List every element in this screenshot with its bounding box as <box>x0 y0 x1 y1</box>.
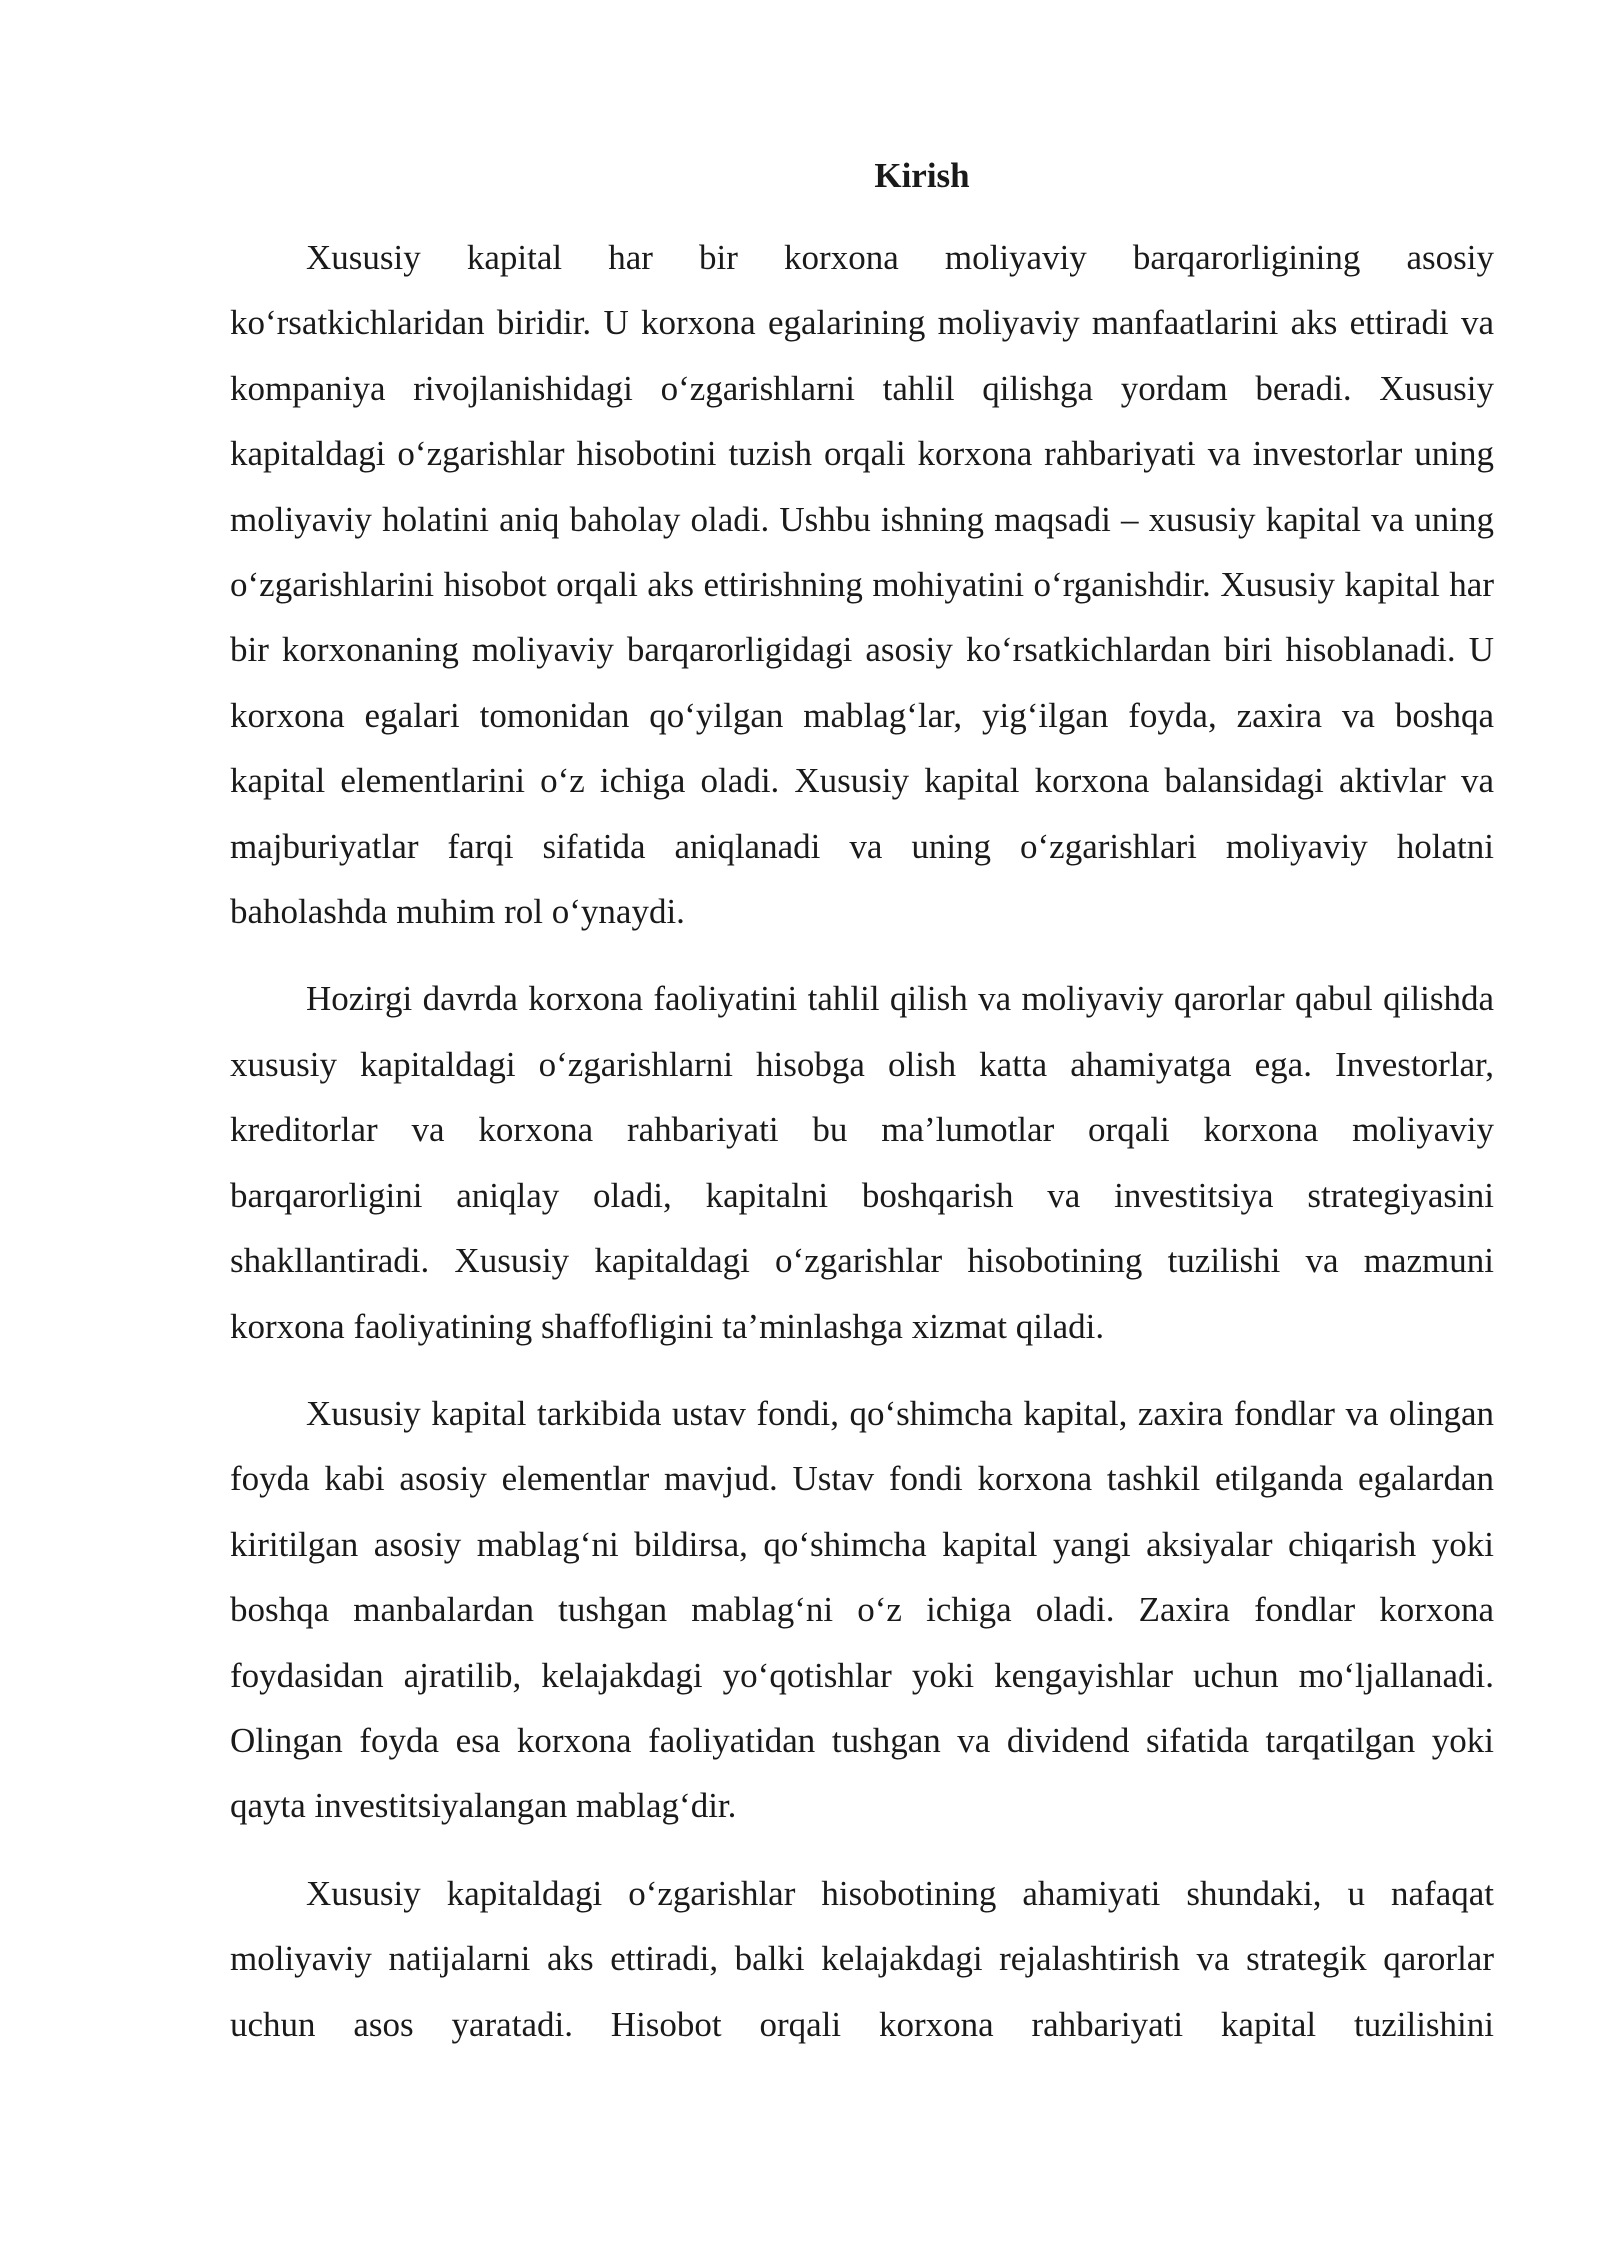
document-body <box>230 148 1494 2079</box>
paragraph-2: Hozirgi davrda korxona faoliyatini tahlil qilish va moliyaviy qarorlar qabul qilishda xususiy kapitaldagi o‘zgarishlarni hisobga olish katta ahamiyatga ega. Investorlar, kreditorlar va korxona rahbariyati bu ma’lumotlar orqali korxona moliyaviy barqarorligini aniqlay oladi, kapitalni boshqarish va investitsiya strategiyasini shakllantiradi. Xususiy kapitaldagi o‘zgarishlar hisobotining tuzilishi va mazmuni korxona faoliyatining shaffofligini ta’minlashga xizmat qiladi. <box>230 979 1494 1346</box>
paragraph-3: Xususiy kapital tarkibida ustav fondi, qo‘shimcha kapital, zaxira fondlar va olingan foyda kabi asosiy elementlar mavjud. Ustav fondi korxona tashkil etilganda egalardan kiritilgan asosiy mablag‘ni bildirsa, qo‘shimcha kapital yangi aksiyalar chiqarish yoki boshqa manbalardan tushgan mablag‘ni o‘z ichiga oladi. Zaxira fondlar korxona foydasidan ajratilib, kelajakdagi yo‘qotishlar yoki kengayishlar uchun mo‘ljallanadi. Olingan foyda esa korxona faoliyatidan tushgan va dividend sifatida tarqatilgan yoki qayta investitsiyalangan mablag‘dir. <box>230 1393 1494 1826</box>
paragraph-4: Xususiy kapitaldagi o‘zgarishlar hisobotining ahamiyati shundaki, u nafaqat moliyaviy natijalarni aks ettiradi, balki kelajakdagi rejalashtirish va strategik qarorlar uchun asos yaratadi. Hisobot orqali korxona rahbariyati kapital tuzilishini <box>230 1873 1494 2044</box>
paragraph-1: Xususiy kapital har bir korxona moliyaviy barqarorligining asosiy ko‘rsatkichlaridan biridir. U korxona egalarining moliyaviy manfaatlarini aks ettiradi va kompaniya rivojlanishidagi o‘zgarishlarni tahlil qilishga yordam beradi. Xususiy kapitaldagi o‘zgarishlar hisobotini tuzish orqali korxona rahbariyati va investorlar uning moliyaviy holatini aniq baholay oladi. Ushbu ishning maqsadi – xususiy kapital va uning o‘zgarishlarini hisobot orqali aks ettirishning mohiyatini o‘rganishdir. Xususiy kapital har bir korxonaning moliyaviy barqarorligidagi asosiy ko‘rsatkichlardan biri hisoblanadi. U korxona egalari tomonidan qo‘yilgan mablag‘lar, yig‘ilgan foyda, zaxira va boshqa kapital elementlarini o‘z ichiga oladi. Xususiy kapital korxona balansidagi aktivlar va majburiyatlar farqi sifatida aniqlanadi va uning o‘zgarishlari moliyaviy holatni baholashda muhim rol o‘ynaydi. <box>230 238 1494 932</box>
page-title: Kirish <box>874 156 970 195</box>
